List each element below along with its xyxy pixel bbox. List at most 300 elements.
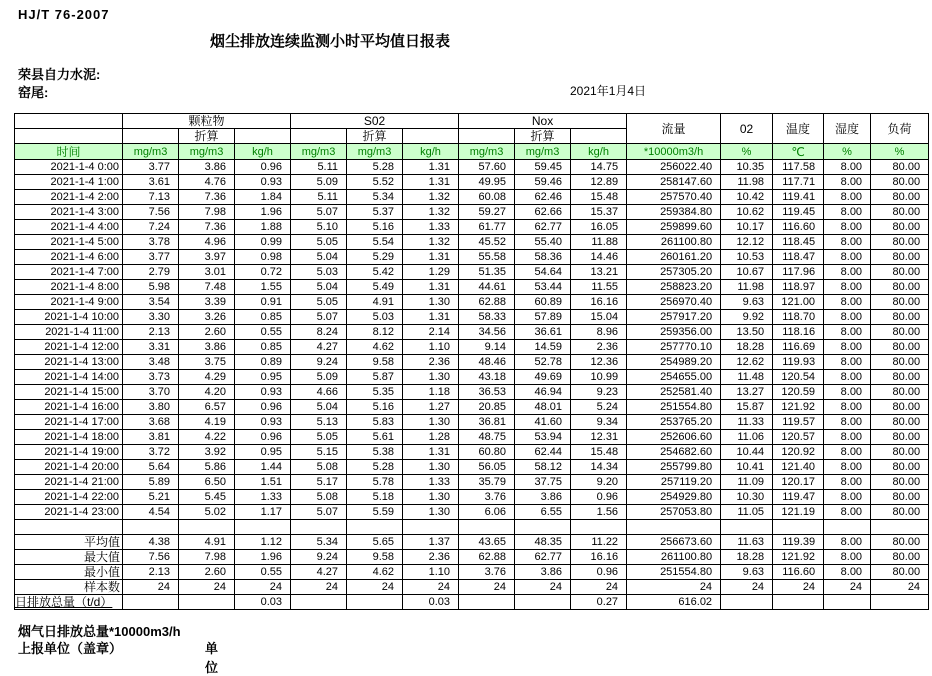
- summary-value-cell: 11.22: [571, 535, 627, 550]
- value-cell: 20.85: [459, 400, 515, 415]
- value-cell: 8.00: [824, 430, 871, 445]
- value-cell: 1.17: [235, 505, 291, 520]
- value-cell: 54.64: [515, 265, 571, 280]
- value-cell: 257770.10: [627, 340, 721, 355]
- time-cell: 2021-1-4 14:00: [15, 370, 123, 385]
- summary-value-cell: 80.00: [871, 535, 929, 550]
- daily-total-value-cell: [871, 595, 929, 610]
- value-cell: 261100.80: [627, 235, 721, 250]
- value-cell: 118.45: [773, 235, 824, 250]
- summary-value-cell: 5.34: [291, 535, 347, 550]
- value-cell: 5.16: [347, 220, 403, 235]
- value-cell: 9.34: [571, 415, 627, 430]
- summary-value-cell: 3.86: [515, 565, 571, 580]
- value-cell: 80.00: [871, 160, 929, 175]
- value-cell: 15.37: [571, 205, 627, 220]
- value-cell: 0.93: [235, 175, 291, 190]
- value-cell: 80.00: [871, 265, 929, 280]
- value-cell: 8.00: [824, 235, 871, 250]
- value-cell: 80.00: [871, 340, 929, 355]
- value-cell: 8.00: [824, 220, 871, 235]
- value-cell: 8.00: [824, 280, 871, 295]
- value-cell: 36.61: [515, 325, 571, 340]
- value-cell: 45.52: [459, 235, 515, 250]
- value-cell: 80.00: [871, 460, 929, 475]
- value-cell: 5.54: [347, 235, 403, 250]
- value-cell: 56.05: [459, 460, 515, 475]
- table-row: [15, 265, 929, 280]
- header-converted-so2: 折算: [347, 129, 403, 144]
- value-cell: 34.56: [459, 325, 515, 340]
- summary-value-cell: 62.77: [515, 550, 571, 565]
- value-cell: 1.33: [403, 475, 459, 490]
- value-cell: 10.30: [721, 490, 773, 505]
- summary-value-cell: 48.35: [515, 535, 571, 550]
- value-cell: 5.02: [179, 505, 235, 520]
- value-cell: 10.53: [721, 250, 773, 265]
- header-blank: [15, 129, 123, 144]
- value-cell: 5.13: [291, 415, 347, 430]
- unit-cell: mg/m3: [515, 144, 571, 160]
- summary-value-cell: 24: [347, 580, 403, 595]
- value-cell: 0.85: [235, 310, 291, 325]
- summary-value-cell: 9.58: [347, 550, 403, 565]
- header-row-groups: [15, 114, 929, 129]
- value-cell: 259384.80: [627, 205, 721, 220]
- value-cell: 252606.60: [627, 430, 721, 445]
- empty-cell: [627, 520, 721, 535]
- value-cell: 52.78: [515, 355, 571, 370]
- summary-value-cell: 24: [515, 580, 571, 595]
- summary-value-cell: 2.60: [179, 565, 235, 580]
- header-blank: [15, 114, 123, 129]
- value-cell: 3.39: [179, 295, 235, 310]
- table-row: [15, 370, 929, 385]
- header-row-units: [15, 144, 929, 160]
- value-cell: 1.33: [403, 220, 459, 235]
- empty-cell: [824, 520, 871, 535]
- value-cell: 0.91: [235, 295, 291, 310]
- value-cell: 16.05: [571, 220, 627, 235]
- value-cell: 4.19: [179, 415, 235, 430]
- table-row: [15, 310, 929, 325]
- summary-value-cell: 24: [459, 580, 515, 595]
- doc-code: HJ/T 76-2007: [18, 7, 110, 22]
- value-cell: 5.89: [123, 475, 179, 490]
- value-cell: 5.04: [291, 250, 347, 265]
- value-cell: 58.33: [459, 310, 515, 325]
- summary-label: 平均值: [15, 535, 123, 550]
- unit-cell: mg/m3: [291, 144, 347, 160]
- value-cell: 254989.20: [627, 355, 721, 370]
- value-cell: 49.95: [459, 175, 515, 190]
- value-cell: 0.99: [235, 235, 291, 250]
- time-cell: 2021-1-4 10:00: [15, 310, 123, 325]
- value-cell: 80.00: [871, 205, 929, 220]
- value-cell: 13.21: [571, 265, 627, 280]
- value-cell: 251554.80: [627, 400, 721, 415]
- value-cell: 5.83: [347, 415, 403, 430]
- summary-value-cell: 16.16: [571, 550, 627, 565]
- page-title: 烟尘排放连续监测小时平均值日报表: [209, 33, 450, 50]
- value-cell: 60.80: [459, 445, 515, 460]
- empty-cell: [403, 520, 459, 535]
- summary-value-cell: 0.55: [235, 565, 291, 580]
- value-cell: 119.41: [773, 190, 824, 205]
- value-cell: 3.26: [179, 310, 235, 325]
- value-cell: 5.21: [123, 490, 179, 505]
- value-cell: 12.89: [571, 175, 627, 190]
- unit-cell: mg/m3: [123, 144, 179, 160]
- value-cell: 8.00: [824, 445, 871, 460]
- empty-cell: [459, 520, 515, 535]
- time-cell: 2021-1-4 1:00: [15, 175, 123, 190]
- value-cell: 1.18: [403, 385, 459, 400]
- unit-cell: kg/h: [571, 144, 627, 160]
- summary-value-cell: 80.00: [871, 550, 929, 565]
- value-cell: 80.00: [871, 310, 929, 325]
- empty-cell: [871, 520, 929, 535]
- value-cell: 9.63: [721, 295, 773, 310]
- value-cell: 1.31: [403, 280, 459, 295]
- value-cell: 1.51: [235, 475, 291, 490]
- empty-cell: [515, 520, 571, 535]
- value-cell: 10.35: [721, 160, 773, 175]
- value-cell: 80.00: [871, 325, 929, 340]
- value-cell: 3.86: [515, 490, 571, 505]
- value-cell: 5.52: [347, 175, 403, 190]
- time-cell: 2021-1-4 16:00: [15, 400, 123, 415]
- value-cell: 48.75: [459, 430, 515, 445]
- value-cell: 259356.00: [627, 325, 721, 340]
- header-group-nox: Nox: [459, 114, 627, 129]
- summary-value-cell: 24: [773, 580, 824, 595]
- time-cell: 2021-1-4 19:00: [15, 445, 123, 460]
- value-cell: 0.89: [235, 355, 291, 370]
- value-cell: 254682.60: [627, 445, 721, 460]
- value-cell: 3.73: [123, 370, 179, 385]
- value-cell: 4.20: [179, 385, 235, 400]
- unit-label: 单位: [205, 641, 219, 675]
- summary-value-cell: 4.27: [291, 565, 347, 580]
- time-cell: 2021-1-4 12:00: [15, 340, 123, 355]
- summary-row: [15, 565, 929, 580]
- summary-row: [15, 550, 929, 565]
- value-cell: 7.98: [179, 205, 235, 220]
- value-cell: 11.55: [571, 280, 627, 295]
- value-cell: 259899.60: [627, 220, 721, 235]
- summary-value-cell: 18.28: [721, 550, 773, 565]
- value-cell: 5.05: [291, 235, 347, 250]
- value-cell: 10.62: [721, 205, 773, 220]
- time-cell: 2021-1-4 0:00: [15, 160, 123, 175]
- unit-cell: mg/m3: [179, 144, 235, 160]
- value-cell: 120.59: [773, 385, 824, 400]
- value-cell: 1.27: [403, 400, 459, 415]
- header-humidity: 湿度: [824, 114, 871, 144]
- company-name: 荣县自力水泥:: [18, 67, 101, 82]
- daily-total-label: 日排放总量（t/d）: [15, 595, 123, 610]
- value-cell: 5.04: [291, 400, 347, 415]
- value-cell: 58.12: [515, 460, 571, 475]
- summary-value-cell: 251554.80: [627, 565, 721, 580]
- value-cell: 4.54: [123, 505, 179, 520]
- value-cell: 80.00: [871, 415, 929, 430]
- summary-value-cell: 24: [871, 580, 929, 595]
- unit-cell: *10000m3/h: [627, 144, 721, 160]
- value-cell: 80.00: [871, 505, 929, 520]
- value-cell: 11.88: [571, 235, 627, 250]
- value-cell: 8.96: [571, 325, 627, 340]
- value-cell: 3.80: [123, 400, 179, 415]
- value-cell: 53.44: [515, 280, 571, 295]
- value-cell: 4.96: [179, 235, 235, 250]
- value-cell: 5.61: [347, 430, 403, 445]
- table-row: [15, 205, 929, 220]
- value-cell: 5.08: [291, 460, 347, 475]
- value-cell: 5.37: [347, 205, 403, 220]
- value-cell: 254655.00: [627, 370, 721, 385]
- value-cell: 0.85: [235, 340, 291, 355]
- table-row: [15, 445, 929, 460]
- value-cell: 1.33: [235, 490, 291, 505]
- value-cell: 5.78: [347, 475, 403, 490]
- value-cell: 53.94: [515, 430, 571, 445]
- empty-cell: [721, 520, 773, 535]
- value-cell: 3.77: [123, 160, 179, 175]
- table-row: [15, 220, 929, 235]
- value-cell: 57.60: [459, 160, 515, 175]
- value-cell: 11.33: [721, 415, 773, 430]
- value-cell: 5.05: [291, 430, 347, 445]
- value-cell: 59.46: [515, 175, 571, 190]
- value-cell: 3.76: [459, 490, 515, 505]
- value-cell: 1.96: [235, 205, 291, 220]
- value-cell: 8.00: [824, 175, 871, 190]
- value-cell: 36.53: [459, 385, 515, 400]
- value-cell: 2.13: [123, 325, 179, 340]
- summary-value-cell: 5.65: [347, 535, 403, 550]
- unit-cell: %: [721, 144, 773, 160]
- value-cell: 62.66: [515, 205, 571, 220]
- value-cell: 1.31: [403, 160, 459, 175]
- empty-cell: [571, 520, 627, 535]
- value-cell: 3.61: [123, 175, 179, 190]
- table-row: [15, 490, 929, 505]
- value-cell: 0.93: [235, 415, 291, 430]
- value-cell: 10.42: [721, 190, 773, 205]
- value-cell: 121.92: [773, 400, 824, 415]
- summary-value-cell: 2.36: [403, 550, 459, 565]
- value-cell: 61.77: [459, 220, 515, 235]
- table-row: [15, 385, 929, 400]
- time-cell: 2021-1-4 18:00: [15, 430, 123, 445]
- value-cell: 7.24: [123, 220, 179, 235]
- table-row: [15, 355, 929, 370]
- summary-row: [15, 580, 929, 595]
- value-cell: 5.38: [347, 445, 403, 460]
- value-cell: 2.79: [123, 265, 179, 280]
- summary-value-cell: 24: [179, 580, 235, 595]
- value-cell: 80.00: [871, 295, 929, 310]
- value-cell: 120.92: [773, 445, 824, 460]
- value-cell: 5.98: [123, 280, 179, 295]
- header-blank: [459, 129, 515, 144]
- time-cell: 2021-1-4 11:00: [15, 325, 123, 340]
- value-cell: 3.75: [179, 355, 235, 370]
- value-cell: 1.30: [403, 490, 459, 505]
- daily-total-value-cell: [123, 595, 179, 610]
- empty-cell: [291, 520, 347, 535]
- value-cell: 7.56: [123, 205, 179, 220]
- value-cell: 5.35: [347, 385, 403, 400]
- value-cell: 80.00: [871, 400, 929, 415]
- value-cell: 2.36: [571, 340, 627, 355]
- summary-value-cell: 7.56: [123, 550, 179, 565]
- value-cell: 5.16: [347, 400, 403, 415]
- value-cell: 8.00: [824, 205, 871, 220]
- value-cell: 1.30: [403, 415, 459, 430]
- report-unit-label: 上报单位（盖章）: [18, 641, 123, 656]
- value-cell: 0.96: [235, 430, 291, 445]
- time-cell: 2021-1-4 13:00: [15, 355, 123, 370]
- time-cell: 2021-1-4 3:00: [15, 205, 123, 220]
- summary-value-cell: 4.62: [347, 565, 403, 580]
- value-cell: 5.42: [347, 265, 403, 280]
- value-cell: 11.05: [721, 505, 773, 520]
- value-cell: 8.00: [824, 460, 871, 475]
- value-cell: 117.58: [773, 160, 824, 175]
- value-cell: 4.29: [179, 370, 235, 385]
- value-cell: 6.55: [515, 505, 571, 520]
- value-cell: 12.36: [571, 355, 627, 370]
- value-cell: 0.55: [235, 325, 291, 340]
- value-cell: 1.44: [235, 460, 291, 475]
- time-cell: 2021-1-4 9:00: [15, 295, 123, 310]
- value-cell: 1.30: [403, 295, 459, 310]
- daily-total-value-cell: [515, 595, 571, 610]
- report-date: 2021年1月4日: [570, 84, 647, 98]
- value-cell: 1.55: [235, 280, 291, 295]
- value-cell: 0.93: [235, 385, 291, 400]
- unit-cell: %: [824, 144, 871, 160]
- value-cell: 14.46: [571, 250, 627, 265]
- value-cell: 8.00: [824, 505, 871, 520]
- summary-value-cell: 7.98: [179, 550, 235, 565]
- table-row: [15, 505, 929, 520]
- table-row: [15, 250, 929, 265]
- summary-value-cell: 24: [571, 580, 627, 595]
- empty-cell: [235, 520, 291, 535]
- summary-label: 最大值: [15, 550, 123, 565]
- value-cell: 11.48: [721, 370, 773, 385]
- value-cell: 8.00: [824, 400, 871, 415]
- value-cell: 80.00: [871, 355, 929, 370]
- value-cell: 7.13: [123, 190, 179, 205]
- value-cell: 59.45: [515, 160, 571, 175]
- value-cell: 8.00: [824, 160, 871, 175]
- value-cell: 3.77: [123, 250, 179, 265]
- value-cell: 3.48: [123, 355, 179, 370]
- daily-total-value-cell: 616.02: [627, 595, 721, 610]
- value-cell: 5.86: [179, 460, 235, 475]
- value-cell: 5.07: [291, 310, 347, 325]
- header-load: 负荷: [871, 114, 929, 144]
- value-cell: 1.30: [403, 505, 459, 520]
- time-cell: 2021-1-4 5:00: [15, 235, 123, 250]
- value-cell: 11.06: [721, 430, 773, 445]
- value-cell: 8.12: [347, 325, 403, 340]
- value-cell: 120.57: [773, 430, 824, 445]
- value-cell: 5.09: [291, 370, 347, 385]
- value-cell: 1.31: [403, 310, 459, 325]
- value-cell: 258147.60: [627, 175, 721, 190]
- value-cell: 11.98: [721, 175, 773, 190]
- value-cell: 1.32: [403, 190, 459, 205]
- table-row: [15, 175, 929, 190]
- value-cell: 5.28: [347, 160, 403, 175]
- location-label: 窑尾:: [18, 85, 49, 100]
- value-cell: 121.19: [773, 505, 824, 520]
- value-cell: 5.07: [291, 205, 347, 220]
- value-cell: 2.36: [403, 355, 459, 370]
- table-row: [15, 415, 929, 430]
- value-cell: 257305.20: [627, 265, 721, 280]
- daily-total-value-cell: 0.03: [403, 595, 459, 610]
- value-cell: 3.81: [123, 430, 179, 445]
- time-cell: 2021-1-4 7:00: [15, 265, 123, 280]
- unit-cell: ℃: [773, 144, 824, 160]
- value-cell: 5.87: [347, 370, 403, 385]
- header-o2: 02: [721, 114, 773, 144]
- value-cell: 10.17: [721, 220, 773, 235]
- summary-value-cell: 121.92: [773, 550, 824, 565]
- value-cell: 3.70: [123, 385, 179, 400]
- value-cell: 117.96: [773, 265, 824, 280]
- value-cell: 120.54: [773, 370, 824, 385]
- flue-gas-total-note: 烟气日排放总量*10000m3/h: [18, 624, 181, 639]
- value-cell: 0.95: [235, 370, 291, 385]
- value-cell: 5.11: [291, 160, 347, 175]
- value-cell: 5.03: [291, 265, 347, 280]
- value-cell: 8.00: [824, 310, 871, 325]
- value-cell: 8.00: [824, 190, 871, 205]
- value-cell: 8.00: [824, 370, 871, 385]
- value-cell: 80.00: [871, 385, 929, 400]
- value-cell: 12.62: [721, 355, 773, 370]
- table-row: [15, 325, 929, 340]
- header-flow: 流量: [627, 114, 721, 144]
- table-row: [15, 190, 929, 205]
- value-cell: 118.47: [773, 250, 824, 265]
- value-cell: 36.81: [459, 415, 515, 430]
- value-cell: 37.75: [515, 475, 571, 490]
- value-cell: 15.87: [721, 400, 773, 415]
- time-cell: 2021-1-4 6:00: [15, 250, 123, 265]
- header-converted-nox: 折算: [515, 129, 571, 144]
- value-cell: 257917.20: [627, 310, 721, 325]
- value-cell: 5.03: [347, 310, 403, 325]
- header-blank: [291, 129, 347, 144]
- value-cell: 3.92: [179, 445, 235, 460]
- value-cell: 14.59: [515, 340, 571, 355]
- value-cell: 0.95: [235, 445, 291, 460]
- value-cell: 6.50: [179, 475, 235, 490]
- time-cell: 2021-1-4 22:00: [15, 490, 123, 505]
- value-cell: 5.34: [347, 190, 403, 205]
- value-cell: 80.00: [871, 250, 929, 265]
- unit-cell: kg/h: [235, 144, 291, 160]
